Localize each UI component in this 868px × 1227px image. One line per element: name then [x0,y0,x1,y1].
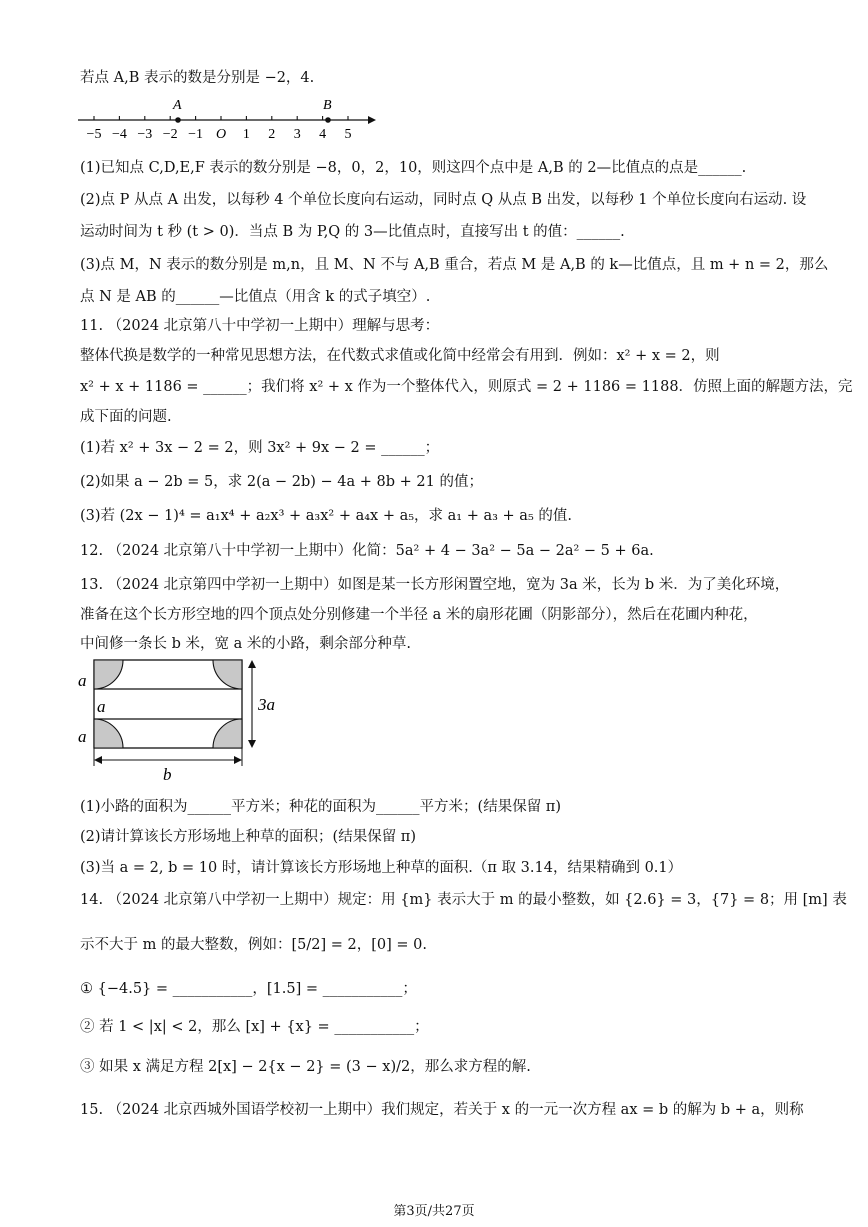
text-line: 示不大于 m 的最大整数，例如：[5/2] = 2，[0] = 0. [80,937,427,953]
question-line: (3)若 (2x − 1)⁴ = a₁x⁴ + a₂x³ + a₃x² + a₄x + a₅，求 a₁ + a₃ + a₅ 的值. [80,508,572,524]
label-3a: 3a [258,695,275,714]
text-line: 中间修一条长 b 米，宽 a 米的小路，剩余部分种草. [80,636,411,652]
question-heading: 15. （2024 北京西城外国语学校初一上期中）我们规定，若关于 x 的一元一次方程 ax = b 的解为 b + a，则称 [80,1102,804,1118]
number-line-figure [76,92,376,142]
question-heading: 12. （2024 北京第八十中学初一上期中）化简：5a² + 4 − 3a² − 5a − 2a² − 5 + 6a. [80,543,654,559]
question-line: (3)当 a = 2, b = 10 时，请计算该长方形场地上种草的面积.（π 取 3.14，结果精确到 0.1） [80,860,683,876]
point-a-dot [175,117,181,123]
question-line: 运动时间为 t 秒 (t > 0)．当点 B 为 P,Q 的 3—比值点时，直接写出 t 的值：______. [80,224,625,240]
question-heading: 11. （2024 北京第八十中学初一上期中）理解与思考： [80,318,440,334]
question-heading: 13. （2024 北京第四中学初一上期中）如图是某一长方形闲置空地，宽为 3a 米，长为 b 米．为了美化环境， [80,577,790,593]
number-line-tick-label: 5 [344,127,352,142]
number-line-tick-label: 1 [242,127,250,142]
label-b: b [163,765,172,784]
rectangle-plot-figure [74,654,296,784]
text-line: x² + x + 1186 = ______；我们将 x² + x 作为一个整体代入，则原式 = 2 + 1186 = 1188．仿照上面的解题方法，完 [80,379,853,395]
point-a-label: A [173,98,182,113]
question-heading: 14. （2024 北京第八中学初一上期中）规定：用 {m} 表示大于 m 的最小整数，如 {2.6} = 3，{7} = 8；用 [m] 表 [80,892,847,908]
number-line-arrow [368,116,376,124]
label-a-bottom: a [78,727,87,746]
number-line-tick-label: 3 [293,127,301,142]
number-line-tick-label: O [215,127,227,142]
number-line-tick-label: −1 [188,127,204,142]
number-line-tick-label: −5 [86,127,102,142]
text-line: 整体代换是数学的一种常见思想方法，在代数式求值或化简中经常会有用到．例如：x² + x = 2，则 [80,348,720,364]
question-line: ③ 如果 x 满足方程 2[x] − 2{x − 2} = (3 − x)/2，那么求方程的解. [80,1059,531,1075]
question-line: (2)请计算该长方形场地上种草的面积；(结果保留 π) [80,829,416,845]
width-arrow-right [234,756,242,764]
number-line-tick-label: 4 [319,127,327,142]
number-line-tick-label: −2 [162,127,178,142]
text-line: 若点 A,B 表示的数是分别是 −2，4. [80,70,315,86]
label-a-top: a [78,671,87,690]
question-line: ① {−4.5} = ___________，[1.5] = ___________； [80,981,417,997]
question-line: (2)点 P 从点 A 出发，以每秒 4 个单位长度向右运动，同时点 Q 从点 B 出发，以每秒 1 个单位长度向右运动. 设 [80,192,807,208]
question-line: (1)若 x² + 3x − 2 = 2，则 3x² + 9x − 2 = ______； [80,440,440,456]
number-line-tick-label: −4 [111,127,127,142]
question-line: (1)小路的面积为______平方米；种花的面积为______平方米；(结果保留 π) [80,799,561,815]
number-line-tick-label: −3 [137,127,153,142]
height-arrow-bottom [248,740,256,748]
width-arrow-left [94,756,102,764]
question-line: (3)点 M，N 表示的数分别是 m,n，且 M、N 不与 A,B 重合，若点 M 是 A,B 的 k—比值点，且 m + n = 2，那么 [80,257,829,273]
text-line: 成下面的问题. [80,409,172,425]
label-a-path: a [97,697,106,716]
point-b-label: B [323,98,332,113]
text-line: 准备在这个长方形空地的四个顶点处分别修建一个半径 a 米的扇形花圃（阴影部分），然后在花圃内种花， [80,607,758,623]
number-line-tick-label: 2 [268,127,276,142]
question-line: (1)已知点 C,D,E,F 表示的数分别是 −8，0，2，10，则这四个点中是 A,B 的 2—比值点的点是______. [80,160,747,176]
question-line: (2)如果 a − 2b = 5，求 2(a − 2b) − 4a + 8b + 21 的值； [80,474,483,490]
question-line: 点 N 是 AB 的______—比值点（用含 k 的式子填空）. [80,289,431,305]
question-line: ② 若 1 < |x| < 2，那么 [x] + {x} = ___________； [80,1019,429,1035]
height-arrow-top [248,660,256,668]
page-footer: 第3页/共27页 [393,1204,475,1219]
point-b-dot [325,117,331,123]
